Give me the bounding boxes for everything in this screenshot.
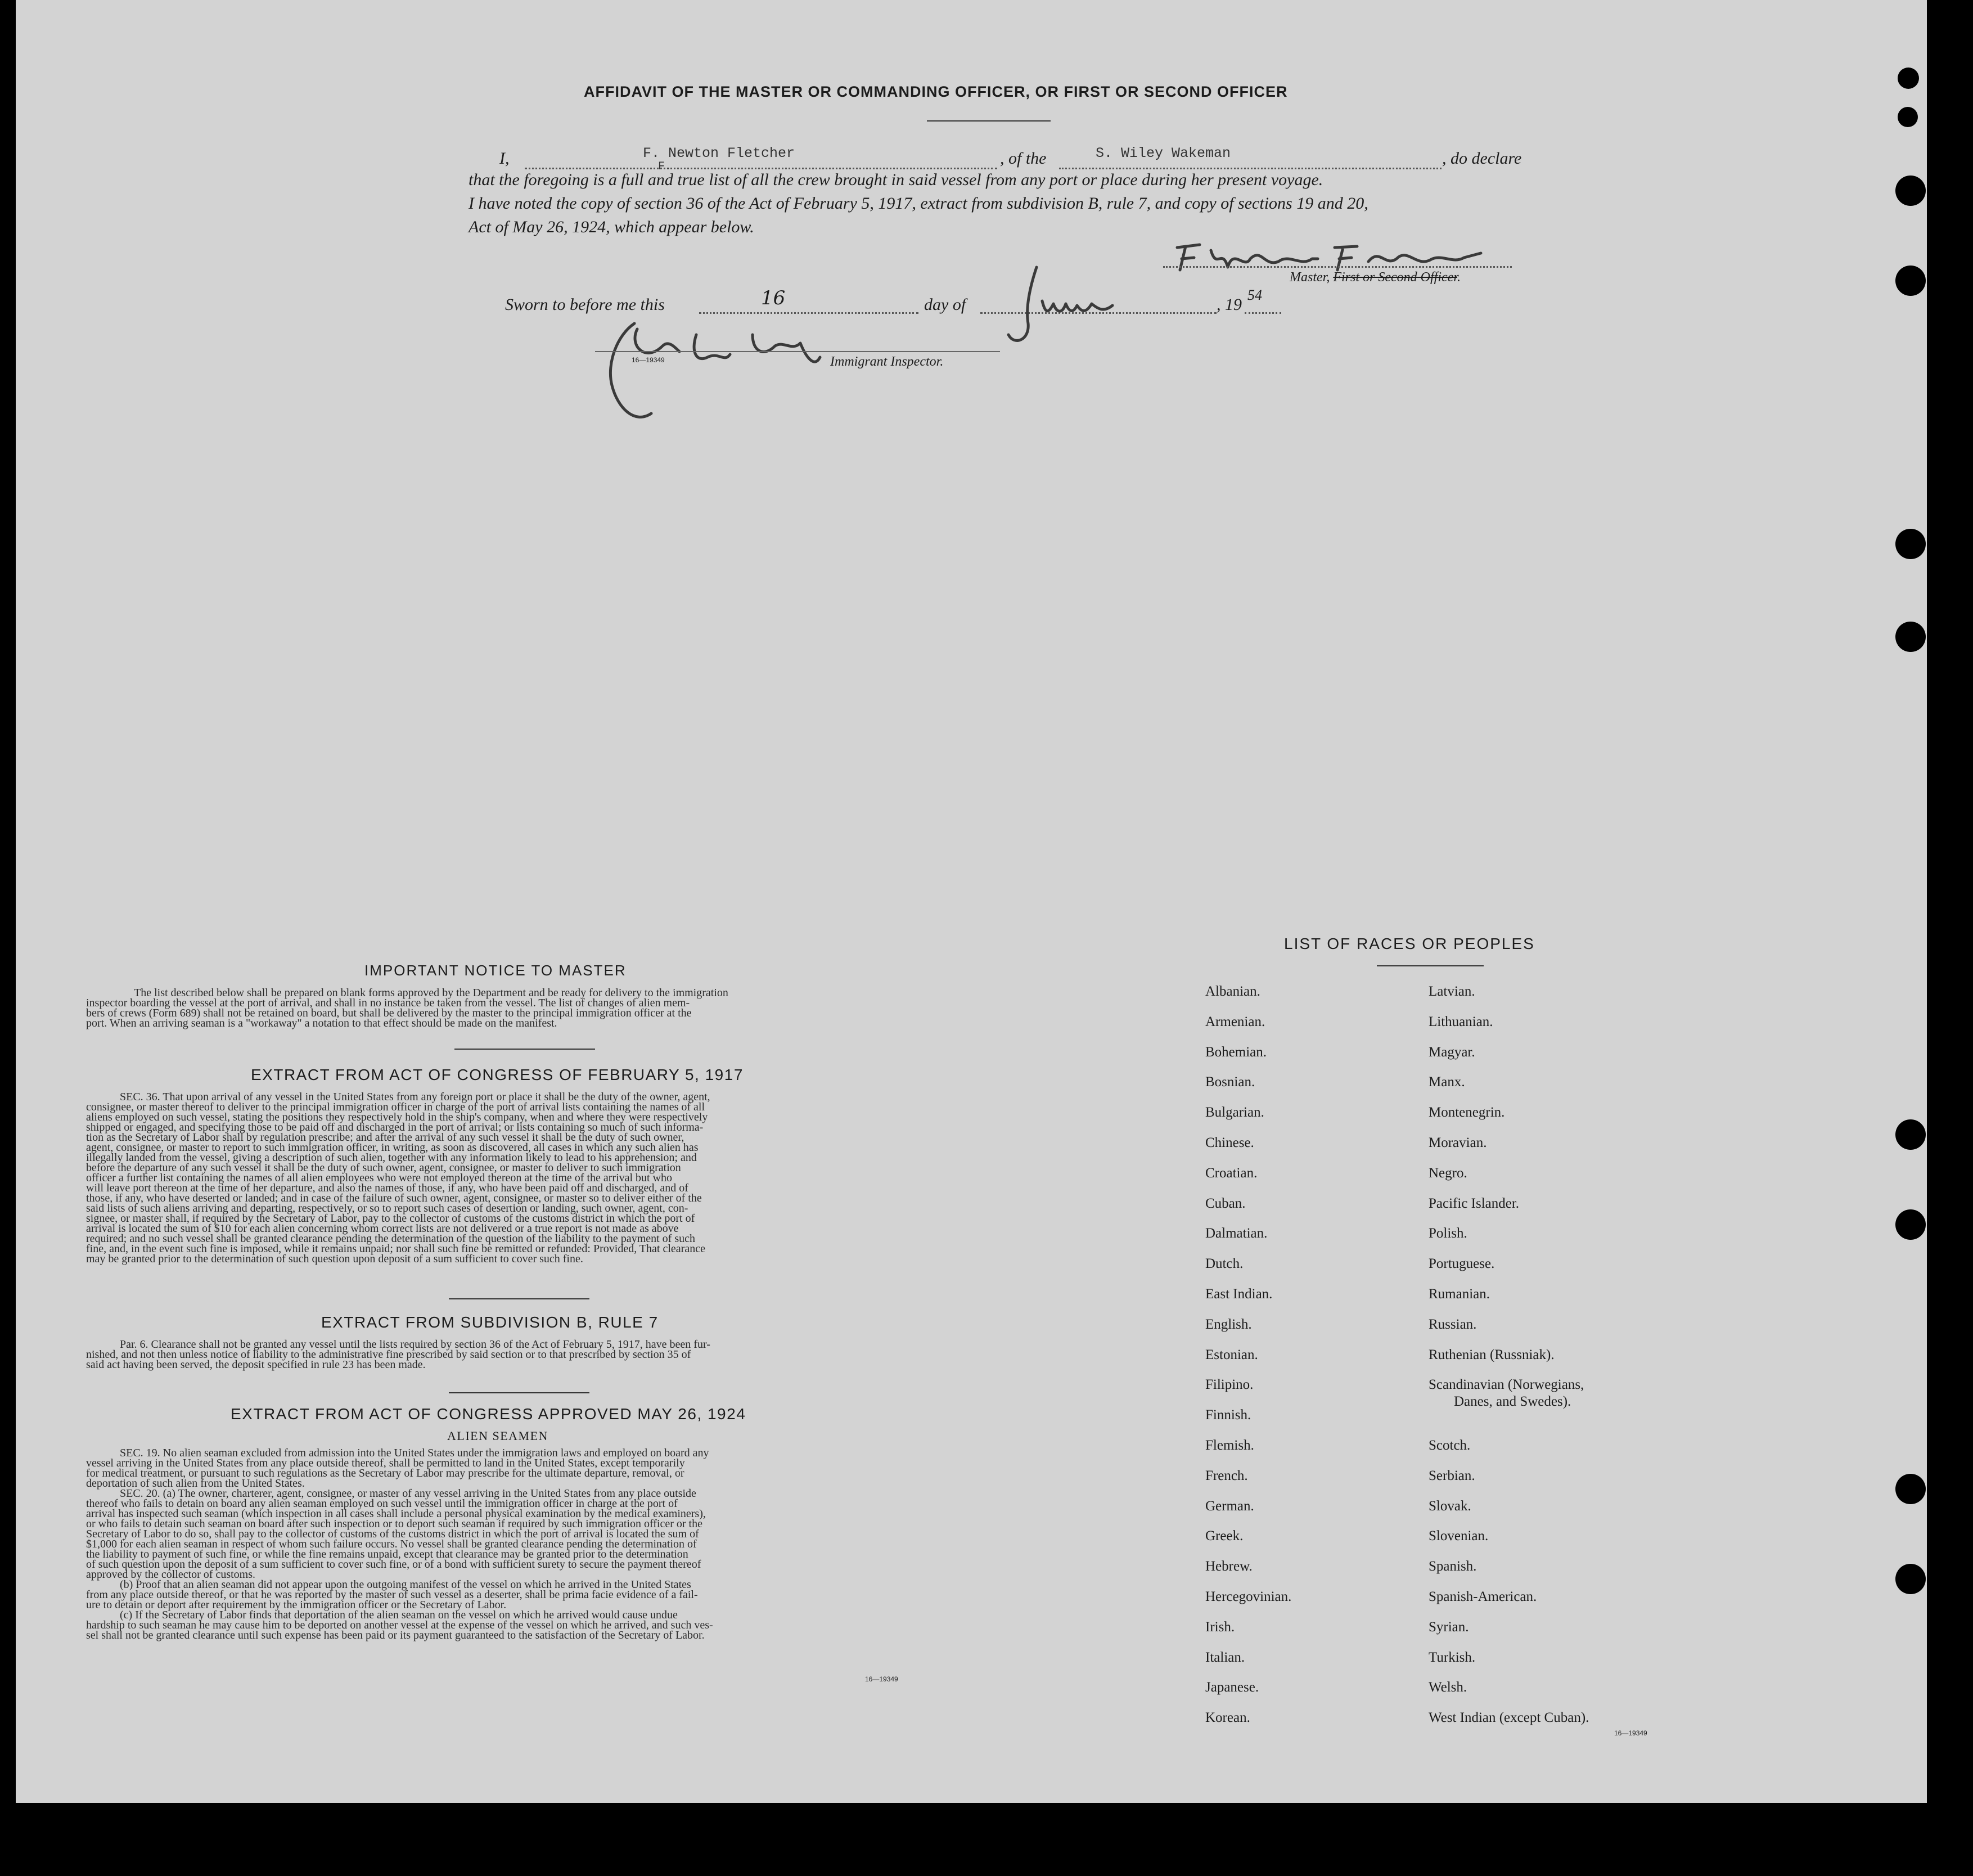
race-item: Portuguese. — [1429, 1256, 1495, 1272]
text-line: (c) If the Secretary of Labor finds that deportation of the alien seaman on the vessel on which he arrived would cause undue — [120, 1609, 678, 1621]
notice-line: port. When an arriving seaman is a "workaway" a notation to that effect should be made on the manifest. — [86, 1017, 557, 1029]
race-item: French. — [1205, 1468, 1248, 1483]
day-of-label: day of — [924, 295, 966, 314]
of-the-label: , of the — [1000, 149, 1047, 168]
text-line: required; and no such vessel shall be granted clearance pending the determination of the question of the liability to the payment of such — [86, 1232, 695, 1245]
race-item: Cuban. — [1205, 1195, 1246, 1211]
text-line: arrival is located the sum of $10 for each alien concerning whom correct lists are not delivered or a true report is not made as above — [86, 1222, 679, 1235]
inspector-signature — [584, 312, 837, 436]
text-line: consignee, or master thereof to deliver to the principal immigration officer in charge of the port of arrival lists containing the names of all — [86, 1101, 705, 1113]
i-label: I, — [499, 149, 510, 168]
divider — [449, 1392, 589, 1393]
inspector-label: Immigrant Inspector. — [830, 354, 944, 369]
race-item: Bohemian. — [1205, 1044, 1267, 1060]
year-prefix: , 19 — [1217, 295, 1242, 314]
race-item: Flemish. — [1205, 1437, 1254, 1453]
divider — [454, 1049, 595, 1050]
race-item: Korean. — [1205, 1710, 1250, 1726]
master-label-suffix: . — [1457, 270, 1461, 285]
text-line: or who fails to detain such seaman on board after such inspection or to deport such seaman if required by such immigration officer or the — [86, 1518, 702, 1530]
race-item: Estonian. — [1205, 1347, 1258, 1362]
master-label — [1290, 270, 1461, 285]
sworn-day[interactable]: 16 — [761, 287, 786, 309]
declarant-initial: F. — [658, 160, 672, 173]
race-item: Irish. — [1205, 1619, 1235, 1635]
rule7-text — [86, 1339, 941, 1370]
text-line: shipped or engaged, and specifying those to be paid off and discharged in the port of arrival; or lists containing so much of such informa- — [86, 1121, 704, 1133]
text-line: fine, and, in the event such fine is imposed, while it remains unpaid; nor shall such fine be remitted or refunded: Provided, That clearance — [86, 1243, 705, 1255]
race-item: Turkish. — [1429, 1649, 1476, 1665]
notice-line: bers of crews (Form 689) shall not be retained on board, but shall be delivered by the master to the principal immigration officer at the — [86, 1007, 692, 1019]
race-item: Hercegovinian. — [1205, 1589, 1292, 1604]
race-item: Polish. — [1429, 1226, 1467, 1241]
punch-hole — [1895, 1564, 1926, 1594]
affidavit-line: Act of May 26, 1924, which appear below. — [469, 218, 754, 236]
races-title: LIST OF RACES OR PEOPLES — [1284, 935, 1535, 952]
race-item: Bulgarian. — [1205, 1105, 1264, 1121]
text-line: from any place outside thereof, or that he was reported by the master of such vessel as a deserter, shall be prima facie evidence of a fail- — [86, 1589, 698, 1601]
race-item: Serbian. — [1429, 1468, 1475, 1483]
extract-1924-text — [86, 1448, 941, 1640]
rule7-title: EXTRACT FROM SUBDIVISION B, RULE 7 — [321, 1313, 659, 1331]
text-line: before the departure of any such vessel it shall be the duty of such owner, agent, consignee, or master to deliver to such immigration — [86, 1162, 681, 1174]
race-item: Italian. — [1205, 1649, 1245, 1665]
document-page — [16, 0, 1927, 1803]
race-item: West Indian (except Cuban). — [1429, 1710, 1589, 1726]
race-item: Pacific Islander. — [1429, 1195, 1520, 1211]
races-right-column — [1429, 983, 1589, 1740]
race-item: Albanian. — [1205, 984, 1260, 999]
extract-1924-title: EXTRACT FROM ACT OF CONGRESS APPROVED MAY 26, 1924 — [231, 1405, 746, 1423]
divider — [927, 120, 1051, 122]
punch-hole — [1895, 176, 1926, 206]
race-item: Russian. — [1429, 1316, 1477, 1332]
races-left-column — [1205, 983, 1291, 1740]
text-line: aliens employed on such vessel, stating the positions they respectively hold in the ship's company, when and where they were respectively — [86, 1111, 708, 1123]
race-item: Ruthenian (Russniak). — [1429, 1347, 1555, 1362]
notice-line: inspector boarding the vessel at the port of arrival, and shall in no instance be taken from the vessel. The list of changes of alien mem- — [86, 997, 690, 1009]
race-item-continuation: Danes, and Swedes). — [1454, 1394, 1571, 1410]
text-line: said act having been served, the deposit specified in rule 23 has been made. — [86, 1358, 426, 1371]
text-line: hardship to such seaman he may cause him to be deported on another vessel at the expense of the vessel on which he arrived, and such ves- — [86, 1619, 713, 1631]
dotted-line — [1059, 168, 1442, 169]
race-item: Hebrew. — [1205, 1559, 1253, 1574]
race-item: Filipino. — [1205, 1377, 1254, 1393]
race-item: Rumanian. — [1429, 1286, 1490, 1302]
text-line: $1,000 for each alien seaman in respect of whom such failure occurs. No vessel shall be granted clearance pending the determination of — [86, 1538, 697, 1550]
punch-hole — [1895, 622, 1926, 652]
text-line: officer a further list containing the names of all alien employees who were not employed thereon at the time of the arrival but who — [86, 1172, 673, 1184]
race-item: Magyar. — [1429, 1044, 1475, 1060]
text-line: those, if any, who have deserted or landed; and in case of the failure of such owner, agent, consignee, or master so to deliver either of the — [86, 1192, 702, 1204]
sworn-label: Sworn to before me this — [505, 295, 665, 314]
text-line: said lists of such aliens arriving and departing, respectively, or so to report such cases of desertion or landing, such owner, agent, con- — [86, 1202, 688, 1214]
punch-hole — [1895, 1209, 1926, 1240]
race-item: Croatian. — [1205, 1165, 1258, 1181]
affidavit-title: AFFIDAVIT OF THE MASTER OR COMMANDING OFFICER, OR FIRST OR SECOND OFFICER — [584, 83, 1288, 100]
affidavit-line: that the foregoing is a full and true list of all the crew brought in said vessel from any port or place during her present voyage. — [469, 170, 1323, 189]
text-line: vessel arriving in the United States from any place outside thereof, shall be permitted to land in the United States, except temporarily — [86, 1457, 685, 1469]
punch-hole — [1895, 1119, 1926, 1150]
race-item: Slovenian. — [1429, 1528, 1489, 1544]
race-item: Bosnian. — [1205, 1074, 1255, 1090]
race-item: Scotch. — [1429, 1437, 1471, 1453]
form-number: 16—19349 — [1614, 1729, 1647, 1737]
dotted-line — [1245, 312, 1281, 314]
divider — [1377, 965, 1484, 966]
declarant-name[interactable]: F. Newton Fletcher — [643, 145, 795, 161]
race-item: Dalmatian. — [1205, 1226, 1268, 1241]
race-item: Welsh. — [1429, 1680, 1467, 1695]
notice-title: IMPORTANT NOTICE TO MASTER — [364, 962, 627, 979]
text-line: arrival has inspected such seaman (which inspection in all cases shall include a personal physical examination by the medical examiners), — [86, 1508, 706, 1520]
notice-text — [86, 988, 941, 1028]
dotted-line — [525, 168, 997, 169]
affidavit-line: I have noted the copy of section 36 of the Act of February 5, 1917, extract from subdivision B, rule 7, and copy of sections 19 and 20, — [469, 194, 1368, 213]
race-item: Japanese. — [1205, 1680, 1259, 1695]
dotted-line — [1163, 266, 1512, 268]
year-suffix[interactable]: 54 — [1247, 287, 1262, 303]
notice-line: The list described below shall be prepared on blank forms approved by the Department and be ready for delivery to the immigration — [134, 987, 728, 999]
text-line: agent, consignee, or master to report to such immigration officer, in writing, as soon as discovered, all cases in which any such alien has — [86, 1141, 699, 1154]
text-line: the liability to payment of such fine, or while the fine remains unpaid, except that clearance may be granted prior to the determination — [86, 1548, 688, 1560]
text-line: of such question upon the deposit of a sum sufficient to cover such fine, or of a bond with sufficient surety to secure the payment thereof — [86, 1558, 701, 1571]
vessel-name[interactable]: S. Wiley Wakeman — [1096, 145, 1231, 161]
race-item: East Indian. — [1205, 1286, 1273, 1302]
race-item-scandinavian — [1429, 1376, 1589, 1437]
form-number: 16—19349 — [632, 356, 665, 364]
text-line: illegally landed from the vessel, giving a description of such alien, together with any information likely to lead to his apprehension; and — [86, 1151, 697, 1164]
text-line: Par. 6. Clearance shall not be granted any vessel until the lists required by section 36 of the Act of February 5, 1917, have been fur- — [120, 1338, 710, 1351]
race-item: German. — [1205, 1498, 1254, 1514]
race-item: Lithuanian. — [1429, 1014, 1493, 1029]
text-line: tion as the Secretary of Labor shall by regulation prescribe; and after the arrival of any such vessel it shall be the duty of such owner, — [86, 1131, 684, 1144]
punch-hole — [1895, 1474, 1926, 1504]
master-label-struck: First or Second Officer — [1333, 270, 1457, 285]
text-line: approved by the collector of customs. — [86, 1568, 256, 1581]
alien-seamen-subtitle: ALIEN SEAMEN — [447, 1429, 548, 1443]
text-line: may be granted prior to the determination of such question upon deposit of a sum sufficient to cover such fine. — [86, 1253, 583, 1265]
text-line: (b) Proof that an alien seaman did not appear upon the outgoing manifest of the vessel on which he arrived in the United States — [120, 1578, 691, 1591]
extract-1917-title: EXTRACT FROM ACT OF CONGRESS OF FEBRUARY 5, 1917 — [251, 1066, 744, 1083]
text-line: deportation of such alien from the United States. — [86, 1477, 305, 1490]
master-label-prefix: Master, — [1290, 270, 1334, 285]
text-line: sel shall not be granted clearance until such expense has been paid or its payment guaranteed to the satisfaction of the Secretary of Labor. — [86, 1629, 705, 1641]
race-item: Manx. — [1429, 1074, 1465, 1090]
race-item: Armenian. — [1205, 1014, 1265, 1029]
text-line: nished, and not then unless notice of liability to the administrative fine prescribed by said section or to that prescribed by section 35 of — [86, 1348, 691, 1361]
race-item: Moravian. — [1429, 1135, 1487, 1150]
text-line: thereof who fails to detain on board any alien seaman employed on such vessel until the immigration officer in charge at the port of — [86, 1497, 678, 1510]
text-line: for medical treatment, or pursuant to such regulations as the Secretary of Labor may prescribe for the ultimate departure, removal, or — [86, 1467, 684, 1479]
race-item: Greek. — [1205, 1528, 1244, 1544]
punch-hole — [1898, 68, 1919, 89]
race-item: Dutch. — [1205, 1256, 1244, 1272]
punch-hole — [1895, 266, 1926, 296]
race-item: Scandinavian (Norwegians, — [1429, 1377, 1584, 1393]
text-line: will leave port thereon at the time of her departure, and also the names of those, if any, who have been paid off and discharged, and of — [86, 1182, 688, 1194]
race-item: Latvian. — [1429, 984, 1475, 999]
text-line: SEC. 36. That upon arrival of any vessel in the United States from any foreign port or place it shall be the duty of the owner, agent, — [120, 1091, 710, 1103]
race-item: English. — [1205, 1316, 1252, 1332]
text-line: ure to detain or deport after requirement by the immigration officer or the Secretary of Labor. — [86, 1599, 507, 1611]
text-line: SEC. 19. No alien seaman excluded from admission into the United States under the immigration laws and employed on board any — [120, 1447, 709, 1459]
race-item: Spanish-American. — [1429, 1589, 1537, 1604]
race-item: Syrian. — [1429, 1619, 1469, 1635]
extract-1917-text — [86, 1092, 941, 1264]
punch-hole — [1898, 107, 1918, 127]
divider — [449, 1298, 589, 1299]
race-item: Finnish. — [1205, 1407, 1251, 1423]
race-item: Spanish. — [1429, 1559, 1477, 1574]
month-handwriting — [1003, 262, 1138, 352]
text-line: SEC. 20. (a) The owner, charterer, agent, consignee, or master of any vessel arriving in the United States from any place outside — [120, 1487, 696, 1500]
signature-line — [595, 351, 1000, 352]
race-item: Negro. — [1429, 1165, 1467, 1181]
do-declare-label: , do declare — [1442, 149, 1522, 168]
form-number: 16—19349 — [865, 1675, 898, 1683]
race-item: Chinese. — [1205, 1135, 1254, 1150]
punch-hole — [1895, 529, 1926, 559]
text-line: Secretary of Labor to do so, shall pay to the collector of customs of the customs district in which the port of arrival is located the sum of — [86, 1528, 699, 1540]
race-item: Montenegrin. — [1429, 1105, 1505, 1121]
race-item: Slovak. — [1429, 1498, 1471, 1514]
text-line: signee, or master shall, if required by the Secretary of Labor, pay to the collector of customs of the customs district in which the port of — [86, 1212, 695, 1225]
